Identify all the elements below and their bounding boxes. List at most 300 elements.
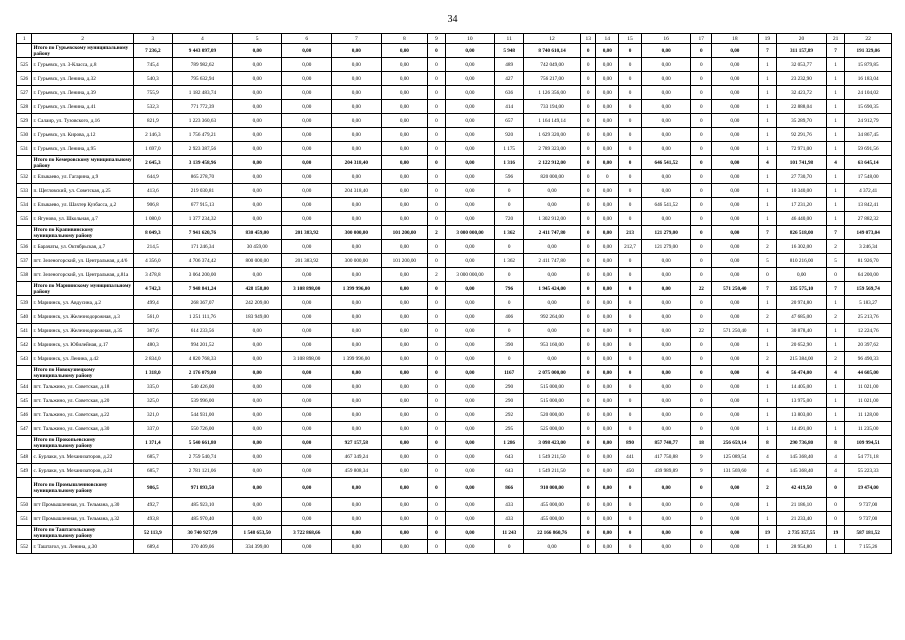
value-cell: 14 491,00 bbox=[777, 422, 827, 436]
value-cell: 0 bbox=[580, 352, 595, 366]
value-cell: 544 931,00 bbox=[172, 408, 232, 422]
value-cell: 0,00 bbox=[232, 184, 282, 198]
value-cell: 2 bbox=[428, 268, 446, 282]
row-number-cell bbox=[17, 156, 32, 170]
value-cell: 0 bbox=[826, 498, 845, 512]
value-cell: 0,00 bbox=[596, 198, 619, 212]
value-cell: 0,00 bbox=[282, 498, 332, 512]
value-cell: 0 bbox=[428, 394, 446, 408]
value-cell: 0,00 bbox=[596, 512, 619, 526]
value-cell: 0 bbox=[580, 540, 595, 554]
value-cell: 0,00 bbox=[282, 478, 332, 498]
value-cell: 159 569,74 bbox=[845, 282, 892, 296]
value-cell: 25 213,76 bbox=[845, 310, 892, 324]
value-cell: 0,00 bbox=[596, 240, 619, 254]
value-cell: 215 384,00 bbox=[777, 352, 827, 366]
value-cell: 0 bbox=[596, 170, 619, 184]
address-cell: г. Ягуново, ул. Школьная, д.7 bbox=[32, 212, 133, 226]
value-cell: 0 bbox=[580, 114, 595, 128]
value-cell: 0,00 bbox=[641, 142, 691, 156]
value-cell: 5 948 bbox=[495, 44, 524, 58]
value-cell: 290 bbox=[495, 394, 524, 408]
value-cell: 0 bbox=[428, 408, 446, 422]
value-cell: 0 bbox=[691, 380, 712, 394]
value-cell: 0 bbox=[619, 114, 642, 128]
value-cell: 0,00 bbox=[712, 198, 758, 212]
value-cell: 0,00 bbox=[445, 338, 495, 352]
address-cell: пгт Промышленная, ул. Тельмана, д.30 bbox=[32, 498, 133, 512]
table-row bbox=[17, 128, 892, 142]
row-number-cell bbox=[17, 366, 32, 380]
row-number-cell bbox=[17, 44, 32, 58]
value-cell: 3 108 898,00 bbox=[282, 352, 332, 366]
value-cell: 685,7 bbox=[133, 450, 172, 464]
value-cell: 0,00 bbox=[381, 268, 427, 282]
value-cell: 0,00 bbox=[712, 408, 758, 422]
value-cell: 810 216,00 bbox=[777, 254, 827, 268]
value-cell: 0,00 bbox=[641, 512, 691, 526]
value-cell: 32 053,77 bbox=[777, 58, 827, 72]
value-cell: 0,00 bbox=[232, 366, 282, 380]
value-cell: 0,00 bbox=[282, 72, 332, 86]
table-row bbox=[17, 72, 892, 86]
value-cell: 0,00 bbox=[712, 540, 758, 554]
header-cell: 8 bbox=[381, 34, 427, 44]
value-cell: 101 200,00 bbox=[381, 254, 427, 268]
value-cell: 1 bbox=[758, 142, 777, 156]
value-cell: 0,00 bbox=[381, 44, 427, 58]
value-cell: 0,00 bbox=[381, 498, 427, 512]
value-cell: 183 949,00 bbox=[232, 310, 282, 324]
value-cell: 0,00 bbox=[641, 296, 691, 310]
value-cell: 0,00 bbox=[381, 212, 427, 226]
value-cell: 0 bbox=[691, 170, 712, 184]
value-cell: 0 bbox=[428, 310, 446, 324]
value-cell: 413,6 bbox=[133, 184, 172, 198]
value-cell: 0,00 bbox=[282, 408, 332, 422]
value-cell: 755,9 bbox=[133, 86, 172, 100]
value-cell: 0,00 bbox=[282, 212, 332, 226]
value-cell: 1 bbox=[758, 212, 777, 226]
value-cell: 0 bbox=[619, 540, 642, 554]
value-cell: 19 bbox=[826, 526, 845, 540]
value-cell: 0 bbox=[428, 198, 446, 212]
table-row bbox=[17, 464, 892, 478]
value-cell: 0,00 bbox=[381, 526, 427, 540]
table-row bbox=[17, 268, 892, 282]
total-row bbox=[17, 44, 892, 58]
value-cell: 427 bbox=[495, 72, 524, 86]
value-cell: 0,00 bbox=[445, 394, 495, 408]
value-cell: 953 160,00 bbox=[524, 338, 581, 352]
address-cell: пгт. Тальжино, ул. Советская, д.20 bbox=[32, 394, 133, 408]
row-number-cell: 527 bbox=[17, 86, 32, 100]
value-cell: 1 bbox=[826, 142, 845, 156]
value-cell: 0,00 bbox=[596, 58, 619, 72]
header-cell: 5 bbox=[232, 34, 282, 44]
address-cell: г. Елыкаево, ул. Гагарина, д.9 bbox=[32, 170, 133, 184]
value-cell: 0,00 bbox=[596, 526, 619, 540]
value-cell: 2 bbox=[758, 478, 777, 498]
value-cell: 0,00 bbox=[596, 156, 619, 170]
value-cell: 428 158,00 bbox=[232, 282, 282, 296]
value-cell: 1 bbox=[758, 422, 777, 436]
value-cell: 0,00 bbox=[712, 512, 758, 526]
value-cell: 7 948 841,24 bbox=[172, 282, 232, 296]
value-cell: 796 bbox=[495, 282, 524, 296]
value-cell: 0 bbox=[580, 268, 595, 282]
value-cell: 830 459,00 bbox=[232, 226, 282, 240]
value-cell: 0 bbox=[428, 254, 446, 268]
value-cell: 1 bbox=[758, 184, 777, 198]
value-cell: 295 bbox=[495, 422, 524, 436]
value-cell: 3 098 423,00 bbox=[524, 436, 581, 450]
value-cell: 2 bbox=[758, 240, 777, 254]
value-cell: 0,00 bbox=[596, 114, 619, 128]
value-cell: 0,00 bbox=[641, 526, 691, 540]
value-cell: 13 803,00 bbox=[777, 408, 827, 422]
value-cell: 0 bbox=[691, 114, 712, 128]
value-cell: 0,00 bbox=[282, 380, 332, 394]
total-row bbox=[17, 478, 892, 498]
value-cell: 0,00 bbox=[712, 240, 758, 254]
value-cell: 0,00 bbox=[381, 72, 427, 86]
value-cell: 0 bbox=[619, 526, 642, 540]
value-cell: 24 912,79 bbox=[845, 114, 892, 128]
value-cell: 0,00 bbox=[381, 366, 427, 380]
value-cell: 0,00 bbox=[282, 114, 332, 128]
value-cell: 0 bbox=[619, 198, 642, 212]
value-cell: 0,00 bbox=[641, 338, 691, 352]
value-cell: 121 279,00 bbox=[641, 226, 691, 240]
value-cell: 733 194,00 bbox=[524, 100, 581, 114]
value-cell: 290 bbox=[495, 380, 524, 394]
value-cell: 0,00 bbox=[445, 240, 495, 254]
value-cell: 64 200,00 bbox=[845, 268, 892, 282]
value-cell: 0 bbox=[428, 114, 446, 128]
value-cell: 742 049,00 bbox=[524, 58, 581, 72]
table-row bbox=[17, 198, 892, 212]
value-cell: 0,00 bbox=[232, 352, 282, 366]
row-number-cell bbox=[17, 478, 32, 498]
value-cell: 1 251 111,76 bbox=[172, 310, 232, 324]
value-cell: 0,00 bbox=[282, 338, 332, 352]
value-cell: 1 bbox=[826, 198, 845, 212]
value-cell: 414 bbox=[495, 100, 524, 114]
value-cell: 587 181,52 bbox=[845, 526, 892, 540]
address-cell: г. Гурьевск, ул. Ленина, д.32 bbox=[32, 72, 133, 86]
value-cell: 0,00 bbox=[445, 436, 495, 450]
value-cell: 0,00 bbox=[282, 512, 332, 526]
value-cell: 2 bbox=[428, 226, 446, 240]
value-cell: 636 bbox=[495, 86, 524, 100]
value-cell: 0,00 bbox=[596, 226, 619, 240]
address-cell: Итого по Таштагольскому муниципальному району bbox=[32, 526, 133, 540]
address-cell: Итого по Прокопьевскому муниципальному району bbox=[32, 436, 133, 450]
value-cell: 0,00 bbox=[524, 240, 581, 254]
value-cell: 0,00 bbox=[445, 498, 495, 512]
value-cell: 0 bbox=[826, 512, 845, 526]
value-cell: 204 318,40 bbox=[332, 184, 382, 198]
value-cell: 0,00 bbox=[641, 394, 691, 408]
value-cell: 866 bbox=[495, 478, 524, 498]
value-cell: 0 bbox=[428, 338, 446, 352]
value-cell: 0 bbox=[691, 526, 712, 540]
table-row bbox=[17, 394, 892, 408]
value-cell: 0,00 bbox=[282, 464, 332, 478]
value-cell: 0,00 bbox=[332, 478, 382, 498]
value-cell: 561,0 bbox=[133, 310, 172, 324]
value-cell: 30 878,40 bbox=[777, 324, 827, 338]
value-cell: 0,00 bbox=[381, 512, 427, 526]
value-cell: 7 bbox=[758, 44, 777, 58]
table-row bbox=[17, 100, 892, 114]
value-cell: 0,00 bbox=[381, 450, 427, 464]
value-cell: 0 bbox=[428, 512, 446, 526]
row-number-cell: 537 bbox=[17, 254, 32, 268]
value-cell: 756 217,00 bbox=[524, 72, 581, 86]
value-cell: 485 923,10 bbox=[172, 498, 232, 512]
value-cell: 0 bbox=[495, 184, 524, 198]
value-cell: 390 bbox=[495, 338, 524, 352]
value-cell: 0,00 bbox=[332, 422, 382, 436]
value-cell: 0,00 bbox=[641, 44, 691, 58]
value-cell: 0 bbox=[428, 478, 446, 498]
header-cell: 4 bbox=[172, 34, 232, 44]
value-cell: 455 000,00 bbox=[524, 498, 581, 512]
header-cell: 19 bbox=[758, 34, 777, 44]
value-cell: 20 397,62 bbox=[845, 338, 892, 352]
value-cell: 1 548 653,50 bbox=[232, 526, 282, 540]
row-number-cell: 540 bbox=[17, 310, 32, 324]
value-cell: 0 bbox=[428, 72, 446, 86]
value-cell: 1 bbox=[826, 114, 845, 128]
value-cell: 55 223,33 bbox=[845, 464, 892, 478]
value-cell: 0,00 bbox=[445, 366, 495, 380]
value-cell: 1 bbox=[826, 540, 845, 554]
value-cell: 9 bbox=[691, 450, 712, 464]
address-cell: г. Мариинск, ул. Железнодорожная, д.3 bbox=[32, 310, 133, 324]
value-cell: 1 bbox=[826, 100, 845, 114]
row-number-cell: 539 bbox=[17, 296, 32, 310]
value-cell: 0,00 bbox=[332, 268, 382, 282]
value-cell: 0 bbox=[691, 366, 712, 380]
value-cell: 0,00 bbox=[282, 310, 332, 324]
value-cell: 0,00 bbox=[282, 58, 332, 72]
value-cell: 0,00 bbox=[596, 366, 619, 380]
value-cell: 2 176 079,00 bbox=[172, 366, 232, 380]
value-cell: 0,00 bbox=[596, 478, 619, 498]
table-row bbox=[17, 540, 892, 554]
address-cell: п. Щегловский, ул. Советская, д.25 bbox=[32, 184, 133, 198]
value-cell: 0 bbox=[619, 422, 642, 436]
value-cell: 986,5 bbox=[133, 478, 172, 498]
value-cell: 0 bbox=[691, 100, 712, 114]
value-cell: 0 bbox=[580, 86, 595, 100]
value-cell: 0 bbox=[619, 184, 642, 198]
value-cell: 81 926,70 bbox=[845, 254, 892, 268]
value-cell: 0 bbox=[428, 366, 446, 380]
value-cell: 256 659,14 bbox=[712, 436, 758, 450]
value-cell: 0 bbox=[619, 338, 642, 352]
value-cell: 0,00 bbox=[641, 114, 691, 128]
value-cell: 0 bbox=[580, 44, 595, 58]
value-cell: 417 750,88 bbox=[641, 450, 691, 464]
value-cell: 34 867,45 bbox=[845, 128, 892, 142]
value-cell: 4 bbox=[758, 464, 777, 478]
value-cell: 0,00 bbox=[332, 86, 382, 100]
value-cell: 685,7 bbox=[133, 464, 172, 478]
value-cell: 0,00 bbox=[641, 408, 691, 422]
value-cell: 0,00 bbox=[596, 212, 619, 226]
value-cell: 0 bbox=[691, 142, 712, 156]
address-cell: Итого по Крапивинскому муниципальному району bbox=[32, 226, 133, 240]
table-row bbox=[17, 324, 892, 338]
value-cell: 109 994,51 bbox=[845, 436, 892, 450]
value-cell: 0,00 bbox=[381, 296, 427, 310]
value-cell: 0 bbox=[428, 436, 446, 450]
value-cell: 0,00 bbox=[332, 540, 382, 554]
value-cell: 441 bbox=[619, 450, 642, 464]
row-number-cell: 532 bbox=[17, 170, 32, 184]
value-cell: 19 474,00 bbox=[845, 478, 892, 498]
value-cell: 0,00 bbox=[332, 380, 382, 394]
value-cell: 19 bbox=[758, 526, 777, 540]
value-cell: 370 409,06 bbox=[172, 540, 232, 554]
address-cell: Итого по Новокузнецкому муниципальному району bbox=[32, 366, 133, 380]
value-cell: 0,00 bbox=[712, 142, 758, 156]
value-cell: 0 bbox=[428, 526, 446, 540]
value-cell: 0,00 bbox=[332, 296, 382, 310]
value-cell: 21 233,40 bbox=[777, 512, 827, 526]
value-cell: 1 bbox=[826, 422, 845, 436]
value-cell: 8 bbox=[826, 436, 845, 450]
value-cell: 2 bbox=[758, 352, 777, 366]
value-cell: 0,00 bbox=[282, 184, 332, 198]
address-cell: г. Мариинск, ул. Юбилейная, д.17 bbox=[32, 338, 133, 352]
value-cell: 0,00 bbox=[332, 128, 382, 142]
value-cell: 0,00 bbox=[381, 352, 427, 366]
value-cell: 0 bbox=[691, 338, 712, 352]
value-cell: 0,00 bbox=[712, 296, 758, 310]
value-cell: 0,00 bbox=[445, 212, 495, 226]
value-cell: 0 bbox=[580, 310, 595, 324]
value-cell: 745,4 bbox=[133, 58, 172, 72]
table-row bbox=[17, 114, 892, 128]
value-cell: 0,00 bbox=[445, 310, 495, 324]
value-cell: 0 bbox=[691, 212, 712, 226]
value-cell: 1 bbox=[758, 338, 777, 352]
value-cell: 0,00 bbox=[524, 184, 581, 198]
value-cell: 9 443 097,09 bbox=[172, 44, 232, 58]
value-cell: 540 426,00 bbox=[172, 380, 232, 394]
value-cell: 2 411 747,80 bbox=[524, 254, 581, 268]
value-cell: 1 697,0 bbox=[133, 142, 172, 156]
value-cell: 0,00 bbox=[445, 296, 495, 310]
header-row bbox=[17, 34, 892, 44]
table-row bbox=[17, 254, 892, 268]
value-cell: 0,00 bbox=[445, 58, 495, 72]
value-cell: 0 bbox=[580, 226, 595, 240]
row-number-cell: 550 bbox=[17, 498, 32, 512]
value-cell: 30 740 927,99 bbox=[172, 526, 232, 540]
value-cell: 0,00 bbox=[641, 72, 691, 86]
value-cell: 2 075 000,00 bbox=[524, 366, 581, 380]
value-cell: 0,00 bbox=[641, 422, 691, 436]
value-cell: 0 bbox=[619, 170, 642, 184]
value-cell: 0,00 bbox=[712, 394, 758, 408]
value-cell: 820 000,00 bbox=[524, 170, 581, 184]
value-cell: 0 bbox=[619, 408, 642, 422]
value-cell: 3 000 000,00 bbox=[445, 268, 495, 282]
value-cell: 0 bbox=[619, 498, 642, 512]
value-cell: 96 490,33 bbox=[845, 352, 892, 366]
value-cell: 300 000,00 bbox=[332, 254, 382, 268]
value-cell: 52 113,9 bbox=[133, 526, 172, 540]
table-row bbox=[17, 380, 892, 394]
row-number-cell: 526 bbox=[17, 72, 32, 86]
value-cell: 0,00 bbox=[381, 86, 427, 100]
value-cell: 0 bbox=[619, 296, 642, 310]
value-cell: 677 915,13 bbox=[172, 198, 232, 212]
value-cell: 3 246,34 bbox=[845, 240, 892, 254]
value-cell: 0,00 bbox=[381, 128, 427, 142]
header-cell: 9 bbox=[428, 34, 446, 44]
value-cell: 0 bbox=[619, 86, 642, 100]
value-cell: 0,00 bbox=[232, 72, 282, 86]
value-cell: 1 756 479,21 bbox=[172, 128, 232, 142]
value-cell: 550 726,00 bbox=[172, 422, 232, 436]
value-cell: 0,00 bbox=[282, 436, 332, 450]
value-cell: 0 bbox=[691, 540, 712, 554]
row-number-cell bbox=[17, 282, 32, 296]
value-cell: 0,00 bbox=[332, 366, 382, 380]
value-cell: 0,00 bbox=[596, 128, 619, 142]
value-cell: 0,00 bbox=[282, 296, 332, 310]
value-cell: 0 bbox=[428, 184, 446, 198]
value-cell: 20 974,80 bbox=[777, 296, 827, 310]
row-number-cell: 552 bbox=[17, 540, 32, 554]
value-cell: 0,00 bbox=[332, 324, 382, 338]
value-cell: 0,00 bbox=[712, 212, 758, 226]
value-cell: 857 740,77 bbox=[641, 436, 691, 450]
row-number-cell: 544 bbox=[17, 380, 32, 394]
header-cell: 17 bbox=[691, 34, 712, 44]
value-cell: 992 264,00 bbox=[524, 310, 581, 324]
value-cell: 7 155,26 bbox=[845, 540, 892, 554]
value-cell: 0 bbox=[580, 464, 595, 478]
value-cell: 0 bbox=[619, 254, 642, 268]
value-cell: 0 bbox=[495, 268, 524, 282]
value-cell: 8 bbox=[758, 436, 777, 450]
value-cell: 0 bbox=[758, 268, 777, 282]
address-cell: г. Гурьевск, ул. Ленина, д.41 bbox=[32, 100, 133, 114]
value-cell: 0,00 bbox=[282, 156, 332, 170]
value-cell: 1 bbox=[758, 380, 777, 394]
value-cell: 0,00 bbox=[232, 464, 282, 478]
value-cell: 22 bbox=[691, 282, 712, 296]
value-cell: 4 bbox=[758, 156, 777, 170]
value-cell: 0,00 bbox=[641, 310, 691, 324]
value-cell: 2 bbox=[826, 352, 845, 366]
value-cell: 32 423,72 bbox=[777, 86, 827, 100]
value-cell: 920 bbox=[495, 128, 524, 142]
value-cell: 0 bbox=[619, 72, 642, 86]
value-cell: 0,00 bbox=[445, 254, 495, 268]
address-cell: г. Мариинск, ул. Ленина, д.42 bbox=[32, 352, 133, 366]
value-cell: 1 223 360,63 bbox=[172, 114, 232, 128]
value-cell: 0,00 bbox=[232, 170, 282, 184]
